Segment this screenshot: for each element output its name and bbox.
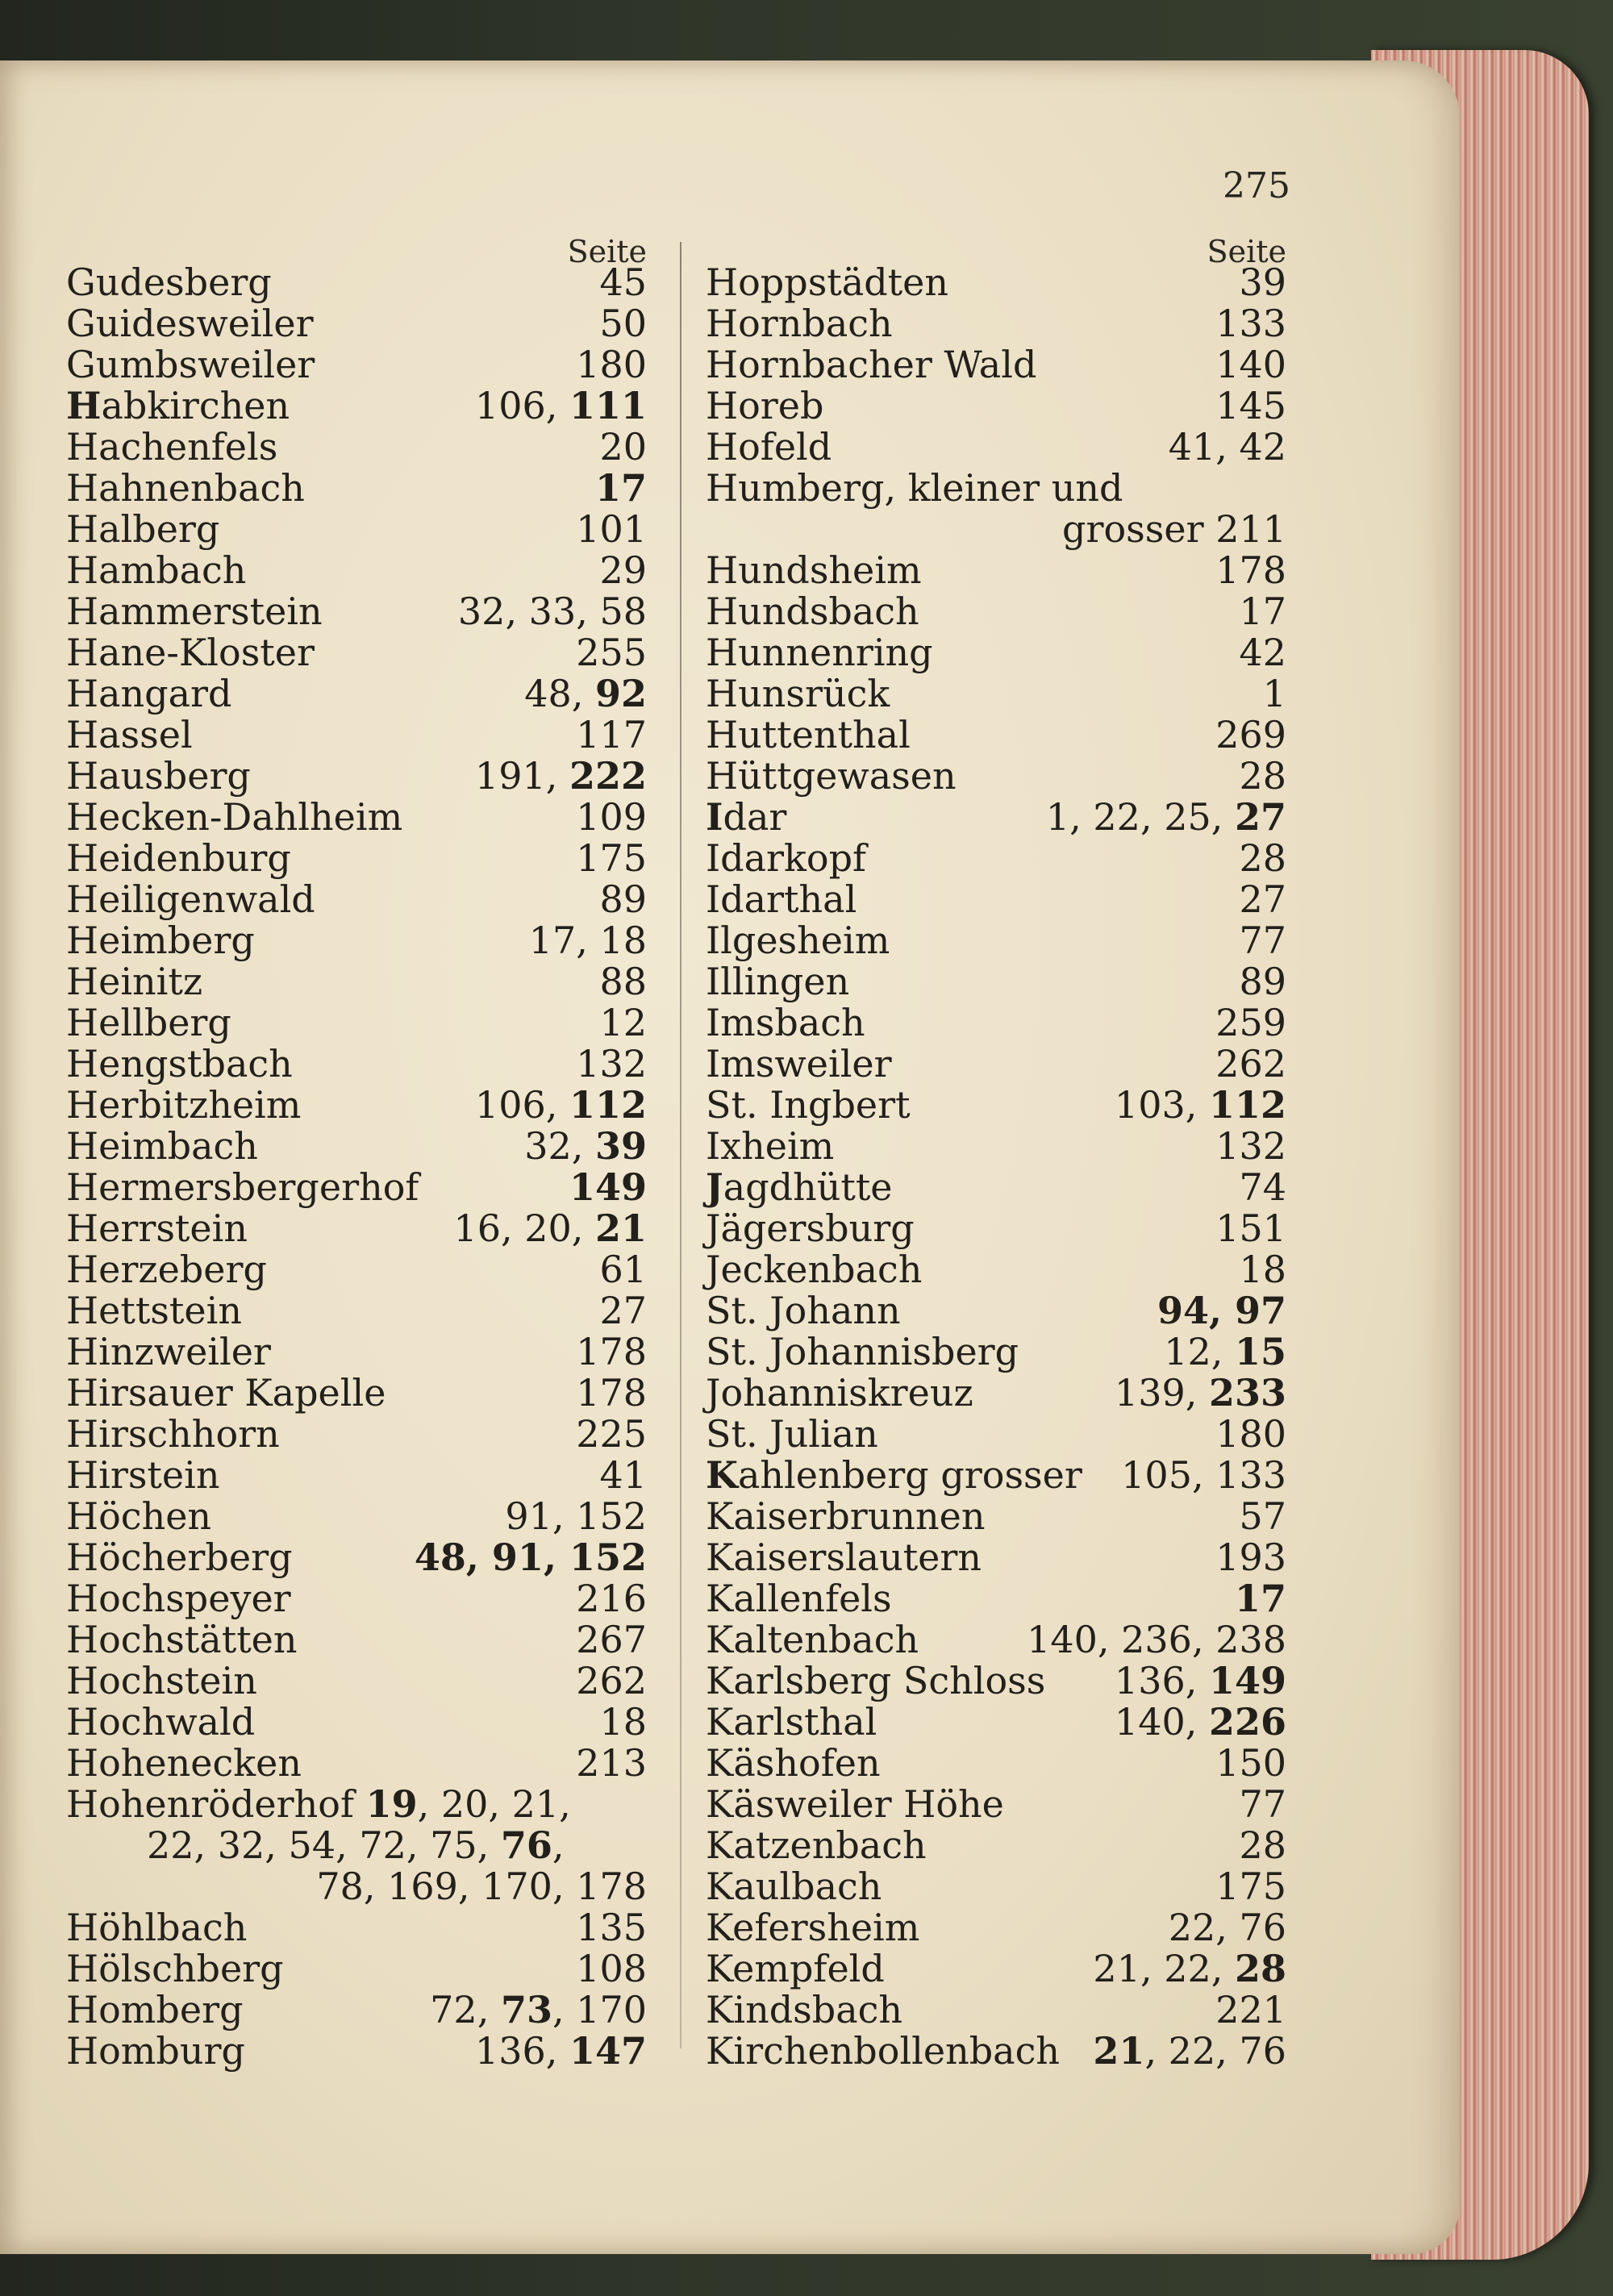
entry-pages: 101 (576, 507, 647, 551)
entry-name: Kirchenbollenbach (706, 2029, 1060, 2073)
entry-pages: 132 (576, 1042, 647, 1085)
entry-pages: 140 (1215, 343, 1286, 386)
entry-pages: 17, 18 (528, 919, 647, 962)
index-entry (66, 1044, 647, 1085)
entry-name: Hochwald (66, 1700, 256, 1744)
index-entry (66, 550, 647, 591)
entry-pages: 262 (1215, 1042, 1286, 1085)
entry-name: Hirsauer Kapelle (66, 1371, 386, 1415)
entry-name: Hausberg (66, 754, 251, 798)
entry-name: Hassel (66, 713, 193, 756)
entry-pages: 12 (599, 1001, 647, 1044)
entry-pages: 175 (1215, 1865, 1286, 1908)
entry-name: Hettstein (66, 1289, 242, 1332)
entry-name: Katzenbach (706, 1823, 927, 1867)
entry-name: Idar (706, 795, 787, 839)
index-entry (66, 756, 647, 797)
entry-pages: 139, 233 (1114, 1371, 1286, 1415)
index-entry (706, 920, 1286, 961)
entry-pages: 27 (1239, 877, 1286, 921)
entry-pages: 225 (576, 1412, 647, 1456)
entry-pages: 109 (576, 795, 647, 839)
entry-name: Heidenburg (66, 836, 291, 880)
entry-pages: 17 (1234, 1577, 1286, 1620)
entry-name: Ixheim (706, 1124, 835, 1168)
index-entry (706, 262, 1286, 303)
entry-pages: 103, 112 (1114, 1083, 1286, 1127)
index-entry (66, 1825, 647, 1866)
entry-name: Kindsbach (706, 1988, 903, 2031)
entry-name: Horeb (706, 384, 824, 427)
entry-name: Jeckenbach (706, 1248, 923, 1291)
entry-pages: 17 (594, 466, 647, 510)
index-entry (706, 1126, 1286, 1167)
entry-pages: 132 (1215, 1124, 1286, 1168)
entry-name: Hölschberg (66, 1947, 284, 1990)
index-entry (66, 262, 647, 303)
entry-pages: 89 (1239, 960, 1286, 1003)
column-header: Seite (1207, 234, 1286, 269)
index-entry (706, 303, 1286, 344)
entry-name: Hundsheim (706, 548, 922, 592)
entry-pages: 21, 22, 28 (1093, 1947, 1286, 1990)
index-entry (66, 1208, 647, 1249)
index-entry (66, 632, 647, 673)
index-entry (66, 1784, 647, 1825)
index-entry (66, 838, 647, 879)
column-divider (680, 242, 681, 2048)
entry-name: Hangard (66, 672, 232, 715)
entry-name: Hochstätten (66, 1618, 298, 1661)
entry-name: Idarthal (706, 877, 857, 921)
entry-name: Karlsberg Schloss (706, 1659, 1046, 1702)
entry-pages: 42 (1239, 631, 1286, 674)
entry-name: Höhlbach (66, 1906, 248, 1949)
entry-name: St. Julian (706, 1412, 878, 1456)
index-entry (706, 1990, 1286, 2031)
column-header: Seite (567, 234, 647, 269)
entry-name: Imsbach (706, 1001, 865, 1044)
index-entry (66, 1167, 647, 1208)
entry-name: Hengstbach (66, 1042, 293, 1085)
index-entry (706, 344, 1286, 385)
entry-pages: 133 (1215, 302, 1286, 345)
index-entry (706, 1373, 1286, 1414)
entry-pages: 18 (1239, 1248, 1286, 1291)
entry-pages: 151 (1215, 1206, 1286, 1250)
index-entry (706, 591, 1286, 632)
index-entry (706, 550, 1286, 591)
entry-pages: 149 (569, 1165, 647, 1209)
entry-pages: 108 (576, 1947, 647, 1990)
index-entry (66, 1455, 647, 1496)
index-entry (706, 1290, 1286, 1331)
index-entry (66, 1661, 647, 1702)
entry-pages: 45 (599, 260, 647, 304)
entry-pages: 191, 222 (474, 754, 647, 798)
entry-pages: 39 (1239, 260, 1286, 304)
entry-pages: 16, 20, 21 (453, 1206, 647, 1250)
entry-pages: 136, 147 (474, 2029, 647, 2073)
index-entry (66, 1619, 647, 1661)
entry-name: Hornbacher Wald (706, 343, 1037, 386)
index-entry (66, 1002, 647, 1044)
index-entry (706, 1249, 1286, 1290)
entry-pages: 136, 149 (1114, 1659, 1286, 1702)
entry-name: Humberg, kleiner und (706, 466, 1123, 510)
index-entry (66, 673, 647, 715)
index-entry (66, 1085, 647, 1126)
entry-name: Gudesberg (66, 260, 272, 304)
index-entry (706, 797, 1286, 838)
entry-pages: 221 (1215, 1988, 1286, 2031)
entry-name: Kefersheim (706, 1906, 920, 1949)
entry-pages: 29 (599, 548, 647, 592)
entry-name: Hahnenbach (66, 466, 305, 510)
index-entry (66, 591, 647, 632)
index-entry (706, 961, 1286, 1002)
index-entry (706, 1702, 1286, 1743)
entry-pages: 213 (576, 1741, 647, 1785)
entry-name: St. Johannisberg (706, 1330, 1019, 1373)
index-entry (706, 1414, 1286, 1455)
entry-name: Hochspeyer (66, 1577, 291, 1620)
index-entry (706, 1208, 1286, 1249)
entry-pages: 28 (1239, 1823, 1286, 1867)
entry-name: Imsweiler (706, 1042, 892, 1085)
entry-pages: 57 (1239, 1494, 1286, 1538)
entry-pages: 28 (1239, 836, 1286, 880)
entry-pages: 77 (1239, 1782, 1286, 1826)
entry-pages: 269 (1215, 713, 1286, 756)
index-entry (706, 1661, 1286, 1702)
entry-pages: 32, 39 (524, 1124, 647, 1168)
entry-pages: 91, 152 (505, 1494, 647, 1538)
entry-name: Hunnenring (706, 631, 933, 674)
entry-pages: 61 (599, 1248, 647, 1291)
entry-name: Hornbach (706, 302, 893, 345)
entry-pages: 21, 22, 76 (1093, 2029, 1286, 2073)
entry-name: Hinzweiler (66, 1330, 271, 1373)
index-entry (66, 1948, 647, 1990)
entry-pages: 178 (576, 1330, 647, 1373)
index-entry (66, 509, 647, 550)
index-entry (706, 1784, 1286, 1825)
entry-name: Höcherberg (66, 1536, 293, 1579)
entry-name: Hochstein (66, 1659, 257, 1702)
entry-name: Karlsthal (706, 1700, 877, 1744)
entry-name: Hofeld (706, 425, 832, 469)
entry-pages: 22, 76 (1168, 1906, 1286, 1949)
index-entry (66, 1249, 647, 1290)
entry-name: Hambach (66, 548, 247, 592)
entry-name: Hirstein (66, 1453, 220, 1497)
entry-pages: 135 (576, 1906, 647, 1949)
entry-pages: 255 (576, 631, 647, 674)
entry-name: Hohenecken (66, 1741, 302, 1785)
index-rows (706, 262, 1286, 2072)
entry-name: St. Johann (706, 1289, 901, 1332)
entry-name: Hermersbergerhof (66, 1165, 419, 1209)
index-entry (706, 385, 1286, 427)
index-entry (706, 468, 1286, 509)
index-entry (66, 1537, 647, 1578)
index-entry (706, 879, 1286, 920)
entry-name: Kahlenberg grosser (706, 1453, 1082, 1497)
entry-pages: 145 (1215, 384, 1286, 427)
entry-name: Käshofen (706, 1741, 881, 1785)
index-entry (66, 1866, 647, 1907)
entry-pages: 259 (1215, 1001, 1286, 1044)
entry-pages: 150 (1215, 1741, 1286, 1785)
entry-name: Herbitzheim (66, 1083, 302, 1127)
index-entry (66, 1414, 647, 1455)
index-entry (706, 1044, 1286, 1085)
index-entry (706, 509, 1286, 550)
page-number: 275 (1223, 165, 1290, 206)
index-entry (706, 1537, 1286, 1578)
entry-pages: 216 (576, 1577, 647, 1620)
entry-name: Homberg (66, 1988, 244, 2031)
entry-name: Herzeberg (66, 1248, 267, 1291)
entry-name: Johanniskreuz (706, 1371, 973, 1415)
entry-pages: 106, 112 (474, 1083, 647, 1127)
entry-pages: 178 (1215, 548, 1286, 592)
index-entry (66, 1990, 647, 2031)
index-entry (66, 1290, 647, 1331)
index-entry (66, 385, 647, 427)
entry-pages: 48, 91, 152 (414, 1536, 647, 1579)
entry-pages: 77 (1239, 919, 1286, 962)
entry-name: Herrstein (66, 1206, 248, 1250)
index-entry (706, 1578, 1286, 1619)
entry-pages: 27 (599, 1289, 647, 1332)
entry-name: Kaltenbach (706, 1618, 919, 1661)
entry-name: Kaiserslautern (706, 1536, 982, 1579)
entry-pages: 180 (1215, 1412, 1286, 1456)
entry-pages: 89 (599, 877, 647, 921)
entry-pages: 1 (1262, 672, 1286, 715)
index-entry (66, 427, 647, 468)
index-entry (706, 1167, 1286, 1208)
index-entry (66, 1578, 647, 1619)
entry-name: Käsweiler Höhe (706, 1782, 1004, 1826)
index-entry (706, 1455, 1286, 1496)
entry-pages: 17 (1239, 590, 1286, 633)
entry-name: Hunsrück (706, 672, 890, 715)
entry-name: Kaulbach (706, 1865, 882, 1908)
entry-name: Huttenthal (706, 713, 911, 756)
entry-name: Hecken-Dahlheim (66, 795, 403, 839)
entry-pages: 175 (576, 836, 647, 880)
index-entry (706, 427, 1286, 468)
index-entry (706, 673, 1286, 715)
entry-pages: 41 (599, 1453, 647, 1497)
entry-name: Hellberg (66, 1001, 231, 1044)
entry-name: Guidesweiler (66, 302, 314, 345)
entry-name: Homburg (66, 2029, 245, 2073)
entry-pages: 20 (599, 425, 647, 469)
entry-pages: 88 (599, 960, 647, 1003)
entry-pages: 106, 111 (474, 384, 647, 427)
entry-name: Halberg (66, 507, 220, 551)
index-entry (66, 1907, 647, 1948)
entry-pages: 41, 42 (1168, 425, 1286, 469)
index-entry (706, 1866, 1286, 1907)
entry-pages: 48, 92 (524, 672, 647, 715)
entry-name: Ilgesheim (706, 919, 890, 962)
index-entry (66, 468, 647, 509)
entry-name: Kallenfels (706, 1577, 892, 1620)
index-entry (66, 1702, 647, 1743)
index-entry (706, 632, 1286, 673)
entry-name: St. Ingbert (706, 1083, 911, 1127)
index-entry (66, 1743, 647, 1784)
entry-pages: 267 (576, 1618, 647, 1661)
index-entry (66, 920, 647, 961)
entry-pages: 50 (599, 302, 647, 345)
index-entry (706, 1496, 1286, 1537)
entry-name: Kaiserbrunnen (706, 1494, 986, 1538)
entry-name: Heinitz (66, 960, 203, 1003)
entry-name: Hundsbach (706, 590, 919, 633)
index-entry (706, 1948, 1286, 1990)
index-entry (66, 1126, 647, 1167)
index-entry (706, 2031, 1286, 2072)
entry-name: Heiligenwald (66, 877, 315, 921)
index-entry (706, 1619, 1286, 1661)
entry-pages: 12, 15 (1164, 1330, 1286, 1373)
entry-name: Hüttgewasen (706, 754, 957, 798)
entry-pages: 18 (599, 1700, 647, 1744)
entry-name: Hohenröderhof 19, 20, 21, (66, 1782, 571, 1826)
entry-name: Habkirchen (66, 384, 290, 427)
index-entry (66, 1331, 647, 1373)
entry-pages: 140, 236, 238 (1027, 1618, 1286, 1661)
index-entry (706, 838, 1286, 879)
index-entry (66, 303, 647, 344)
entry-name: Jagdhütte (706, 1165, 893, 1209)
entry-pages: 32, 33, 58 (457, 590, 647, 633)
index-entry (706, 715, 1286, 756)
entry-pages: 72, 73, 170 (430, 1988, 647, 2031)
entry-pages: 140, 226 (1114, 1700, 1286, 1744)
entry-pages: 78, 169, 170, 178 (316, 1865, 647, 1908)
entry-pages: 94, 97 (1157, 1289, 1286, 1332)
index-entry (706, 1085, 1286, 1126)
entry-pages: grosser 211 (1062, 507, 1286, 551)
entry-pages: 28 (1239, 754, 1286, 798)
entry-name: Hammerstein (66, 590, 323, 633)
entry-name: Heimberg (66, 919, 255, 962)
entry-name: Hachenfels (66, 425, 278, 469)
entry-name: Kempfeld (706, 1947, 885, 1990)
index-entry (706, 1331, 1286, 1373)
index-entry (66, 1496, 647, 1537)
entry-pages: 1, 22, 25, 27 (1045, 795, 1286, 839)
index-entry (706, 1743, 1286, 1784)
index-entry (66, 344, 647, 385)
index-entry (706, 1907, 1286, 1948)
entry-name: Jägersburg (706, 1206, 915, 1250)
entry-pages: 193 (1215, 1536, 1286, 1579)
entry-name: Heimbach (66, 1124, 258, 1168)
index-entry (706, 756, 1286, 797)
entry-pages: 262 (576, 1659, 647, 1702)
entry-pages: 74 (1239, 1165, 1286, 1209)
index-rows (66, 262, 647, 2072)
entry-pages: 105, 133 (1121, 1453, 1286, 1497)
entry-pages: 22, 32, 54, 72, 75, 76, (147, 1823, 565, 1867)
index-entry (66, 797, 647, 838)
entry-name: Illingen (706, 960, 850, 1003)
index-entry (66, 879, 647, 920)
index-entry (706, 1825, 1286, 1866)
index-entry (66, 961, 647, 1002)
index-entry (66, 2031, 647, 2072)
entry-pages: 178 (576, 1371, 647, 1415)
entry-name: Hoppstädten (706, 260, 948, 304)
index-entry (66, 1373, 647, 1414)
index-entry (706, 1002, 1286, 1044)
entry-name: Idarkopf (706, 836, 867, 880)
entry-name: Gumbsweiler (66, 343, 315, 386)
entry-name: Hirschhorn (66, 1412, 280, 1456)
index-entry (66, 715, 647, 756)
entry-pages: 117 (576, 713, 647, 756)
entry-name: Hane-Kloster (66, 631, 315, 674)
entry-name: Höchen (66, 1494, 212, 1538)
entry-pages: 180 (576, 343, 647, 386)
